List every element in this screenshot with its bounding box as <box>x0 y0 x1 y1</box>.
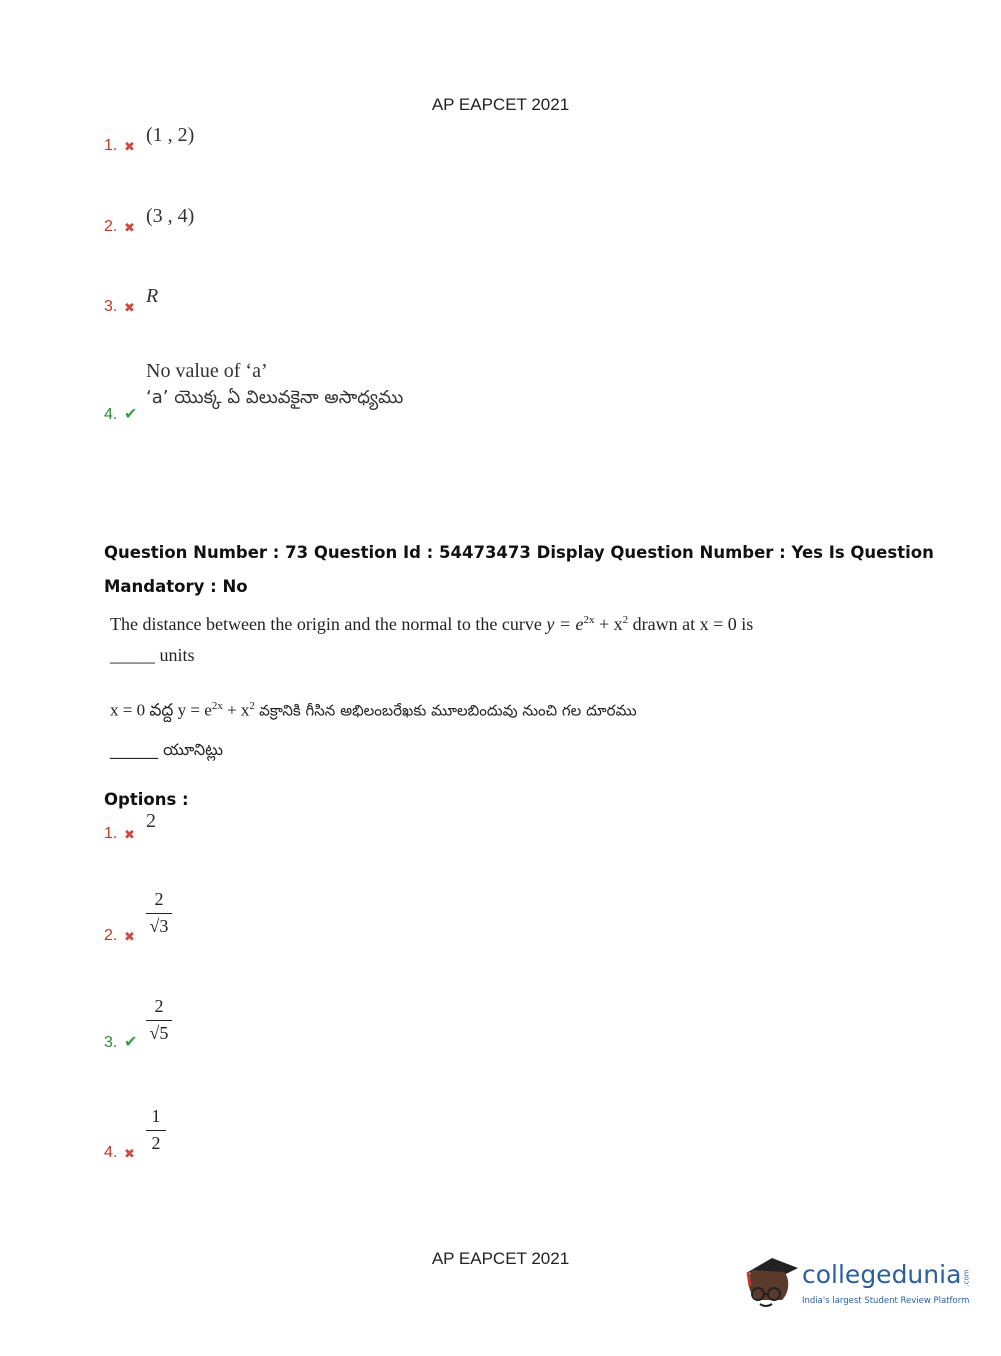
question-en-post: drawn at x = 0 is <box>632 614 754 634</box>
cross-icon: ✖ <box>124 827 135 842</box>
question-te-post: వక్రానికి గీసిన అభిలంబరేఖకు మూలబిందువు నుంచి గల దూరము <box>259 701 637 720</box>
question-te-blank: ______ యూనిట్లు <box>110 740 223 759</box>
numerator: 2 <box>154 996 164 1016</box>
cross-icon: ✖ <box>124 1145 135 1161</box>
cross-icon: ✖ <box>124 928 135 944</box>
option-fraction <box>146 1107 166 1154</box>
page-footer: AP EAPCET 2021 <box>431 1249 570 1268</box>
question-te-exp2: 2 <box>249 700 255 712</box>
mascot-icon <box>742 1250 800 1312</box>
option-3 <box>104 996 172 1052</box>
question-en-exp1: 2x <box>583 614 595 626</box>
option-value-en: No value of ‘a’ <box>146 360 268 382</box>
check-icon: ✔ <box>124 1033 138 1051</box>
option-value: R <box>146 285 159 307</box>
option-value: 2 <box>146 810 156 832</box>
numerator: 2 <box>154 889 164 909</box>
logo-name: collegedunia <box>802 1260 962 1289</box>
option-value <box>146 360 403 412</box>
prev-option-1 <box>104 124 195 155</box>
denominator: 2 <box>151 1132 161 1153</box>
option-number: 3. <box>104 1033 118 1051</box>
prev-option-4 <box>104 360 404 424</box>
question-en-eq: y = e <box>546 614 584 634</box>
fraction-bar <box>146 1130 166 1131</box>
option-1 <box>104 810 156 843</box>
question-header-line1: Question Number : 73 Question Id : 54473473 Display Question Number : Yes Is Question <box>104 543 934 562</box>
option-number: 3. <box>104 298 118 315</box>
question-te-pre: x = 0 వద్ద y = e <box>110 700 212 720</box>
prev-option-3 <box>104 285 159 316</box>
fraction-bar <box>146 913 172 914</box>
question-te-plus: + x <box>227 700 250 720</box>
option-value-te: ‘a’ యొక్క ఏ విలువకైనా అసాధ్యము <box>146 387 404 408</box>
option-number: 2. <box>104 218 118 235</box>
question-en-pre: The distance between the origin and the normal to the curve <box>110 614 542 634</box>
option-number: 4. <box>104 1143 118 1161</box>
logo-tld: .com <box>962 1269 971 1287</box>
denominator: √3 <box>149 915 169 936</box>
question-en-blank: _____ units <box>110 645 195 665</box>
option-fraction <box>146 890 172 937</box>
question-header-line2: Mandatory : No <box>104 577 248 596</box>
check-icon: ✔ <box>124 406 138 423</box>
numerator: 1 <box>151 1106 161 1126</box>
collegedunia-logo <box>742 1250 972 1320</box>
question-en-plus: + x <box>598 614 623 634</box>
option-4 <box>104 1106 166 1162</box>
option-fraction <box>146 997 172 1044</box>
question-te-exp1: 2x <box>211 700 223 712</box>
cross-icon: ✖ <box>124 300 135 315</box>
cross-icon: ✖ <box>124 139 135 154</box>
option-number: 1. <box>104 825 118 842</box>
cross-icon: ✖ <box>124 220 135 235</box>
option-value: (3 , 4) <box>146 205 195 227</box>
denominator: √5 <box>149 1022 169 1043</box>
logo-tagline: India's largest Student Review Platform <box>802 1296 970 1306</box>
option-value: (1 , 2) <box>146 124 195 146</box>
page-header: AP EAPCET 2021 <box>431 95 570 114</box>
question-text-te <box>110 700 637 725</box>
prev-option-2 <box>104 205 195 236</box>
question-text-en <box>110 614 753 635</box>
option-number: 2. <box>104 926 118 944</box>
option-2 <box>104 889 172 945</box>
options-label: Options : <box>104 790 189 809</box>
question-en-exp2: 2 <box>622 614 629 626</box>
option-number: 1. <box>104 137 118 154</box>
fraction-bar <box>146 1020 172 1021</box>
option-number: 4. <box>104 406 118 423</box>
